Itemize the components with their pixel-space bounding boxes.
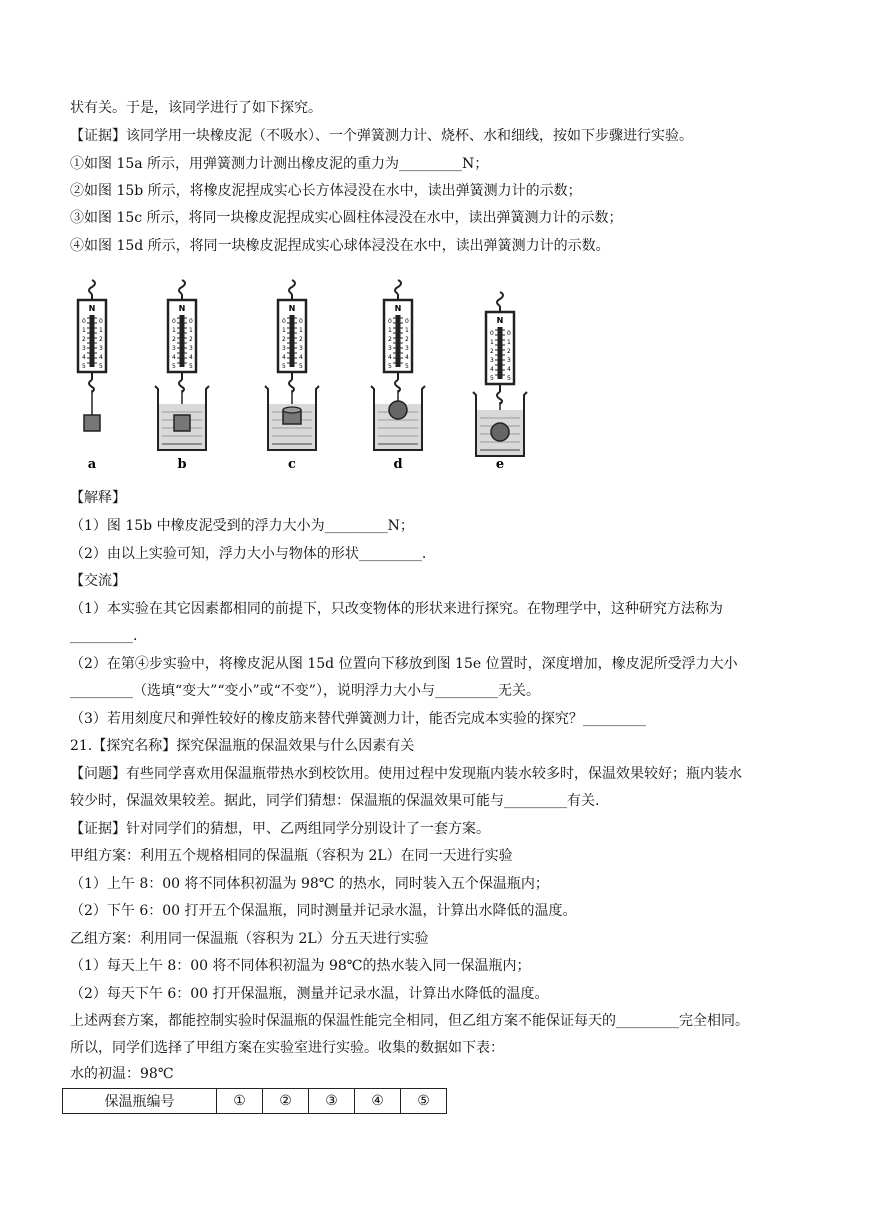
scale-number: 2 xyxy=(405,336,409,343)
scale-number: 5 xyxy=(490,375,494,382)
scale-number: 5 xyxy=(299,363,303,370)
scale-number: 4 xyxy=(490,366,494,373)
scale-unit-label: N xyxy=(288,304,296,313)
scale-number: 4 xyxy=(299,354,303,361)
scale-number: 0 xyxy=(507,330,511,337)
text-line: （2）每天下午 6：00 打开保温瓶，测量并记录水温，计算出水降低的温度。 xyxy=(70,986,549,1002)
scale-number: 5 xyxy=(172,363,176,370)
text-line: 【证据】针对同学们的猜想，甲、乙两组同学分别设计了一套方案。 xyxy=(70,821,490,837)
scale-number: 5 xyxy=(99,363,103,370)
table-cell: ③ xyxy=(309,1089,355,1114)
scale-number: 1 xyxy=(507,339,511,346)
section-heading: 【解释】 xyxy=(70,490,126,506)
scale-number: 1 xyxy=(405,327,409,334)
scale-number: 0 xyxy=(388,318,392,325)
scale-number: 4 xyxy=(99,354,103,361)
question-title: 21.【探究名称】探究保温瓶的保温效果与什么因素有关 xyxy=(70,738,415,754)
scale-number: 0 xyxy=(189,318,193,325)
scale-number: 3 xyxy=(99,345,103,352)
scale-number: 5 xyxy=(82,363,86,370)
text-line: （1）每天上午 8：00 将不同体积初温为 98℃的热水装入同一保温瓶内； xyxy=(70,958,531,974)
table-cell: ⑤ xyxy=(401,1089,447,1114)
scale-unit-label: N xyxy=(496,316,504,325)
data-table xyxy=(62,1088,447,1114)
scale-number: 5 xyxy=(282,363,286,370)
text-line: _________（选填“变大”“变小”或“不变”），说明浮力大小与_________无关。 xyxy=(70,683,540,699)
table-cell: ④ xyxy=(355,1089,401,1114)
text-line: （1）图 15b 中橡皮泥受到的浮力大小为_________N； xyxy=(70,518,414,534)
scale-number: 1 xyxy=(490,339,494,346)
text-line: 乙组方案：利用同一保温瓶（容积为 2L）分五天进行实验 xyxy=(70,931,429,947)
scale-number: 0 xyxy=(405,318,409,325)
scale-number: 5 xyxy=(405,363,409,370)
text-line: ①如图 15a 所示，用弹簧测力计测出橡皮泥的重力为_________N； xyxy=(70,156,489,172)
top-hook xyxy=(497,292,503,306)
text-line: 【证据】该同学用一块橡皮泥（不吸水）、一个弹簧测力计、烧杯、水和细线，按如下步骤进行实验。 xyxy=(70,128,693,144)
scale-number: 4 xyxy=(82,354,86,361)
table-cell: ① xyxy=(217,1089,263,1114)
scale-number: 2 xyxy=(189,336,193,343)
text-line: ③如图 15c 所示，将同一块橡皮泥捏成实心圆柱体浸没在水中，读出弹簧测力计的示数； xyxy=(70,210,623,226)
clay-ball xyxy=(491,423,509,441)
clay-block xyxy=(174,415,190,431)
scale-number: 0 xyxy=(82,318,86,325)
scale-number: 2 xyxy=(82,336,86,343)
scale-number: 3 xyxy=(405,345,409,352)
clay-ball xyxy=(389,401,407,419)
text-line: 状有关。于是，该同学进行了如下探究。 xyxy=(70,100,322,116)
text-line: ④如图 15d 所示，将同一块橡皮泥捏成实心球体浸没在水中，读出弹簧测力计的示数。 xyxy=(70,238,610,254)
scale-unit-label: N xyxy=(394,304,402,313)
scale-number: 2 xyxy=(490,348,494,355)
scale-number: 3 xyxy=(282,345,286,352)
scale-number: 4 xyxy=(507,366,511,373)
scale-number: 0 xyxy=(490,330,494,337)
scale-number: 4 xyxy=(282,354,286,361)
scale-number: 2 xyxy=(507,348,511,355)
scale-number: 3 xyxy=(189,345,193,352)
scale-number: 5 xyxy=(507,375,511,382)
scale-number: 2 xyxy=(388,336,392,343)
scale-number: 3 xyxy=(299,345,303,352)
scale-unit-label: N xyxy=(178,304,186,313)
scale-number: 1 xyxy=(388,327,392,334)
scale-number: 5 xyxy=(388,363,392,370)
text-line: 水的初温：98℃ xyxy=(70,1066,174,1082)
text-line: ②如图 15b 所示，将橡皮泥捏成实心长方体浸没在水中，读出弹簧测力计的示数； xyxy=(70,183,582,199)
scale-number: 0 xyxy=(172,318,176,325)
scale-number: 3 xyxy=(490,357,494,364)
scale-number: 0 xyxy=(282,318,286,325)
scale-number: 5 xyxy=(189,363,193,370)
text-line: （3）若用刻度尺和弹性较好的橡皮筋来替代弹簧测力计，能否完成本实验的探究？_________ xyxy=(70,711,646,727)
panel-label: a xyxy=(87,457,97,472)
top-hook xyxy=(289,280,295,294)
scale-number: 1 xyxy=(189,327,193,334)
scale-number: 2 xyxy=(99,336,103,343)
scale-number: 1 xyxy=(82,327,86,334)
text-line: 所以，同学们选择了甲组方案在实验室进行实验。收集的数据如下表： xyxy=(70,1040,504,1056)
scale-number: 3 xyxy=(82,345,86,352)
text-line: （1）本实验在其它因素都相同的前提下，只改变物体的形状来进行探究。在物理学中，这种研究方法称为 xyxy=(70,601,723,617)
scale-number: 2 xyxy=(282,336,286,343)
scale-number: 0 xyxy=(99,318,103,325)
scale-number: 2 xyxy=(299,336,303,343)
scale-number: 0 xyxy=(299,318,303,325)
scale-number: 4 xyxy=(189,354,193,361)
scale-number: 3 xyxy=(388,345,392,352)
table-header-cell: 保温瓶编号 xyxy=(63,1089,217,1114)
panel-label: d xyxy=(393,457,403,472)
top-hook xyxy=(89,280,95,294)
scale-number: 4 xyxy=(388,354,392,361)
text-line: 较少时，保温效果较差。据此，同学们猜想：保温瓶的保温效果可能与_________有关. xyxy=(70,793,600,809)
section-heading: 【交流】 xyxy=(70,573,126,589)
panel-label: b xyxy=(177,457,187,472)
scale-number: 1 xyxy=(299,327,303,334)
text-line: 上述两套方案，都能控制实验时保温瓶的保温性能完全相同，但乙组方案不能保证每天的_________完全相同。 xyxy=(70,1013,749,1029)
top-hook xyxy=(395,280,401,294)
panel-label: e xyxy=(495,457,505,472)
top-hook xyxy=(179,280,185,294)
text-line: 【问题】有些同学喜欢用保温瓶带热水到校饮用。使用过程中发现瓶内装水较多时，保温效果较好；瓶内装水 xyxy=(70,766,742,782)
scale-number: 4 xyxy=(172,354,176,361)
text-line: （1）上午 8：00 将不同体积初温为 98℃ 的热水，同时装入五个保温瓶内； xyxy=(70,876,549,892)
table-row xyxy=(63,1089,447,1114)
text-line: 甲组方案：利用五个规格相同的保温瓶（容积为 2L）在同一天进行实验 xyxy=(70,848,513,864)
clay-cylinder-top xyxy=(283,407,301,413)
scale-number: 2 xyxy=(172,336,176,343)
panel-label: c xyxy=(288,457,296,472)
text-line: （2）下午 6：00 打开五个保温瓶，同时测量并记录水温，计算出水降低的温度。 xyxy=(70,903,577,919)
scale-number: 3 xyxy=(172,345,176,352)
scale-number: 1 xyxy=(99,327,103,334)
scale-number: 4 xyxy=(405,354,409,361)
scale-unit-label: N xyxy=(88,304,96,313)
text-line: （2）在第④步实验中，将橡皮泥从图 15d 位置向下移放到图 15e 位置时，深度增加，橡皮泥所受浮力大小 xyxy=(70,656,738,672)
spring-scale-figure xyxy=(70,270,550,480)
text-line: _________. xyxy=(70,628,138,644)
clay-block xyxy=(84,415,100,431)
scale-number: 3 xyxy=(507,357,511,364)
table-cell: ② xyxy=(263,1089,309,1114)
scale-number: 1 xyxy=(282,327,286,334)
text-line: （2）由以上实验可知，浮力大小与物体的形状_________. xyxy=(70,546,427,562)
scale-number: 1 xyxy=(172,327,176,334)
